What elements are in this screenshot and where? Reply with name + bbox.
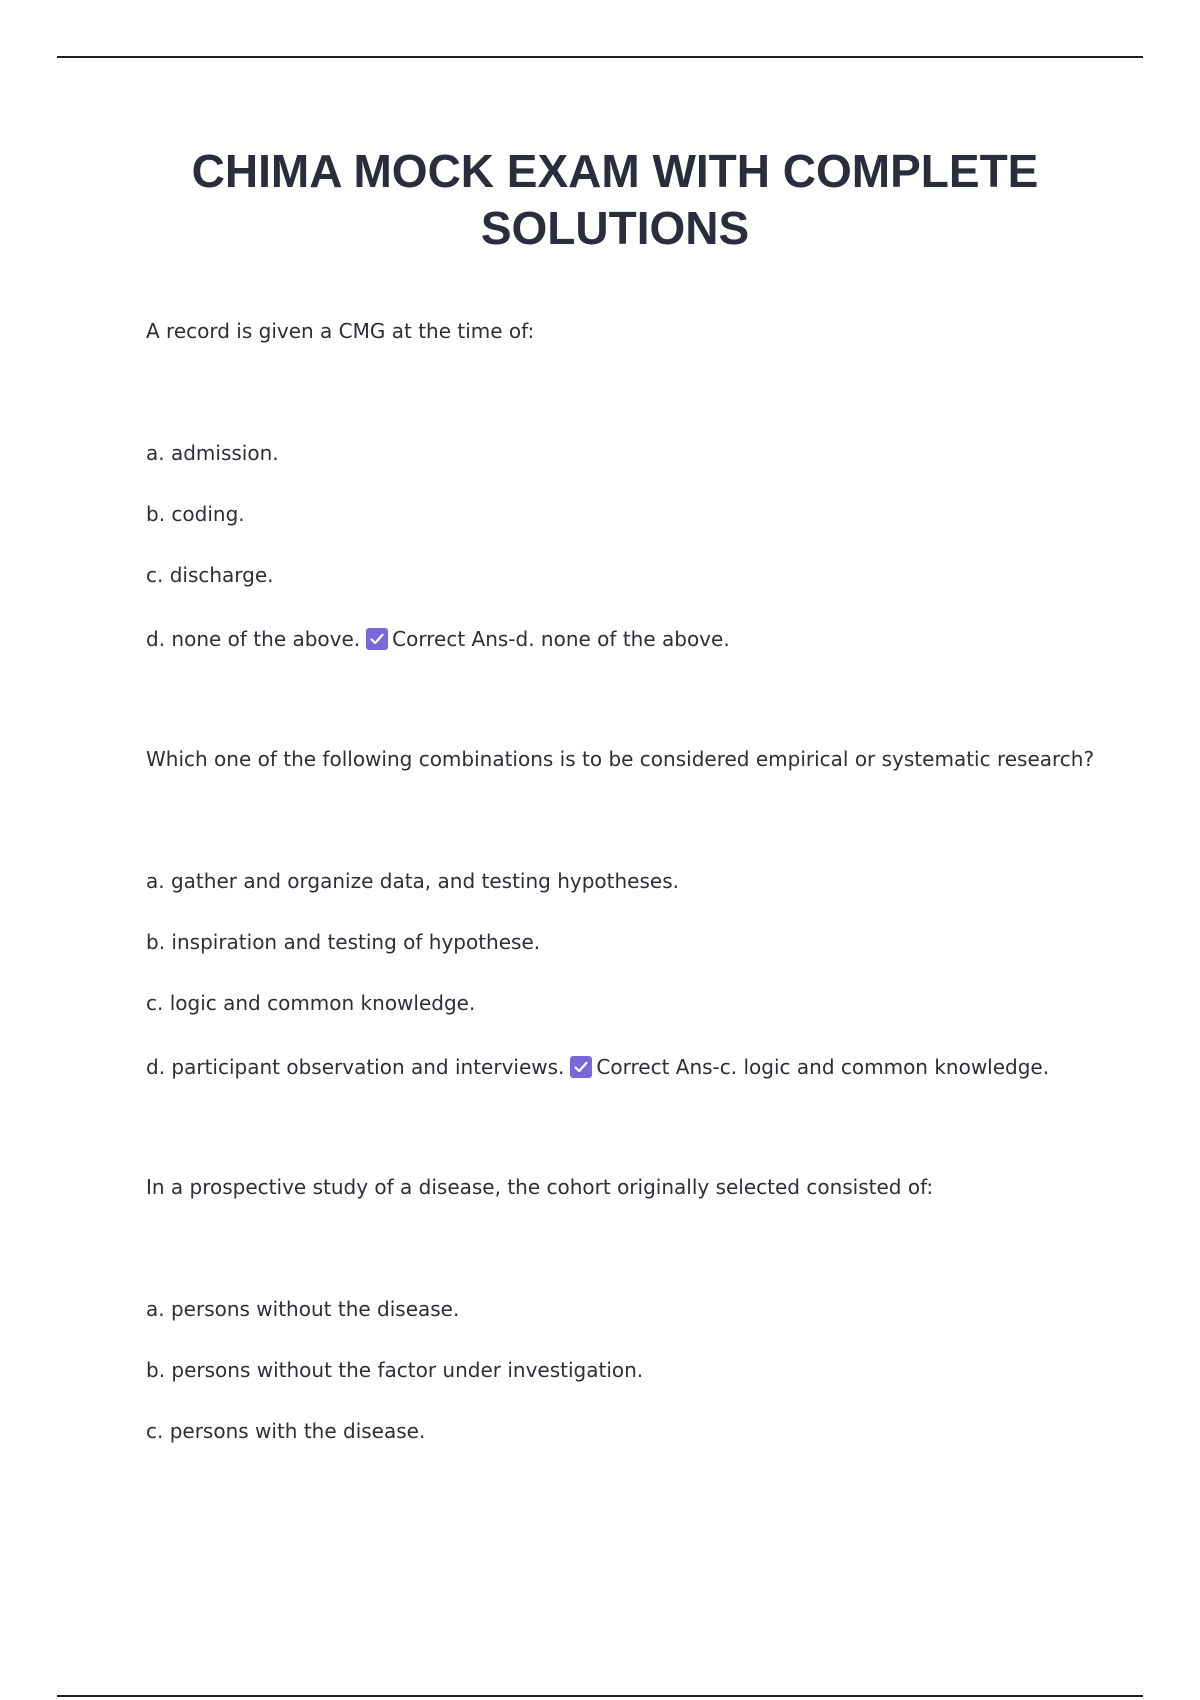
question-3-prompt: In a prospective study of a disease, the cohort originally selected consisted of: bbox=[146, 1175, 934, 1199]
question-1-prompt: A record is given a CMG at the time of: bbox=[146, 319, 535, 343]
question-2-option-b: b. inspiration and testing of hypothese. bbox=[146, 930, 541, 954]
question-3-option-c: c. persons with the disease. bbox=[146, 1419, 426, 1443]
question-2-option-d-row bbox=[146, 1054, 1049, 1080]
checkmark-icon bbox=[570, 1056, 592, 1078]
question-1-option-c: c. discharge. bbox=[146, 563, 274, 587]
question-1-option-d: d. none of the above. bbox=[146, 627, 361, 651]
question-3-option-b: b. persons without the factor under investigation. bbox=[146, 1358, 644, 1382]
bottom-rule bbox=[57, 1695, 1143, 1697]
question-3-option-a: a. persons without the disease. bbox=[146, 1297, 460, 1321]
question-1-option-d-row bbox=[146, 626, 730, 652]
checkmark-icon bbox=[366, 628, 388, 650]
question-2-option-c: c. logic and common knowledge. bbox=[146, 991, 476, 1015]
question-1-option-b: b. coding. bbox=[146, 502, 245, 526]
question-1-answer: Correct Ans-d. none of the above. bbox=[392, 627, 730, 651]
question-2-answer: Correct Ans-c. logic and common knowledge. bbox=[596, 1055, 1050, 1079]
question-2-prompt: Which one of the following combinations is to be considered empirical or systematic research? bbox=[146, 747, 1095, 771]
top-rule bbox=[57, 56, 1143, 58]
page-title: CHIMA MOCK EXAM WITH COMPLETE SOLUTIONS bbox=[191, 145, 1039, 254]
question-2-option-a: a. gather and organize data, and testing hypotheses. bbox=[146, 869, 679, 893]
question-1-option-a: a. admission. bbox=[146, 441, 279, 465]
question-2-option-d: d. participant observation and interviews. bbox=[146, 1055, 565, 1079]
